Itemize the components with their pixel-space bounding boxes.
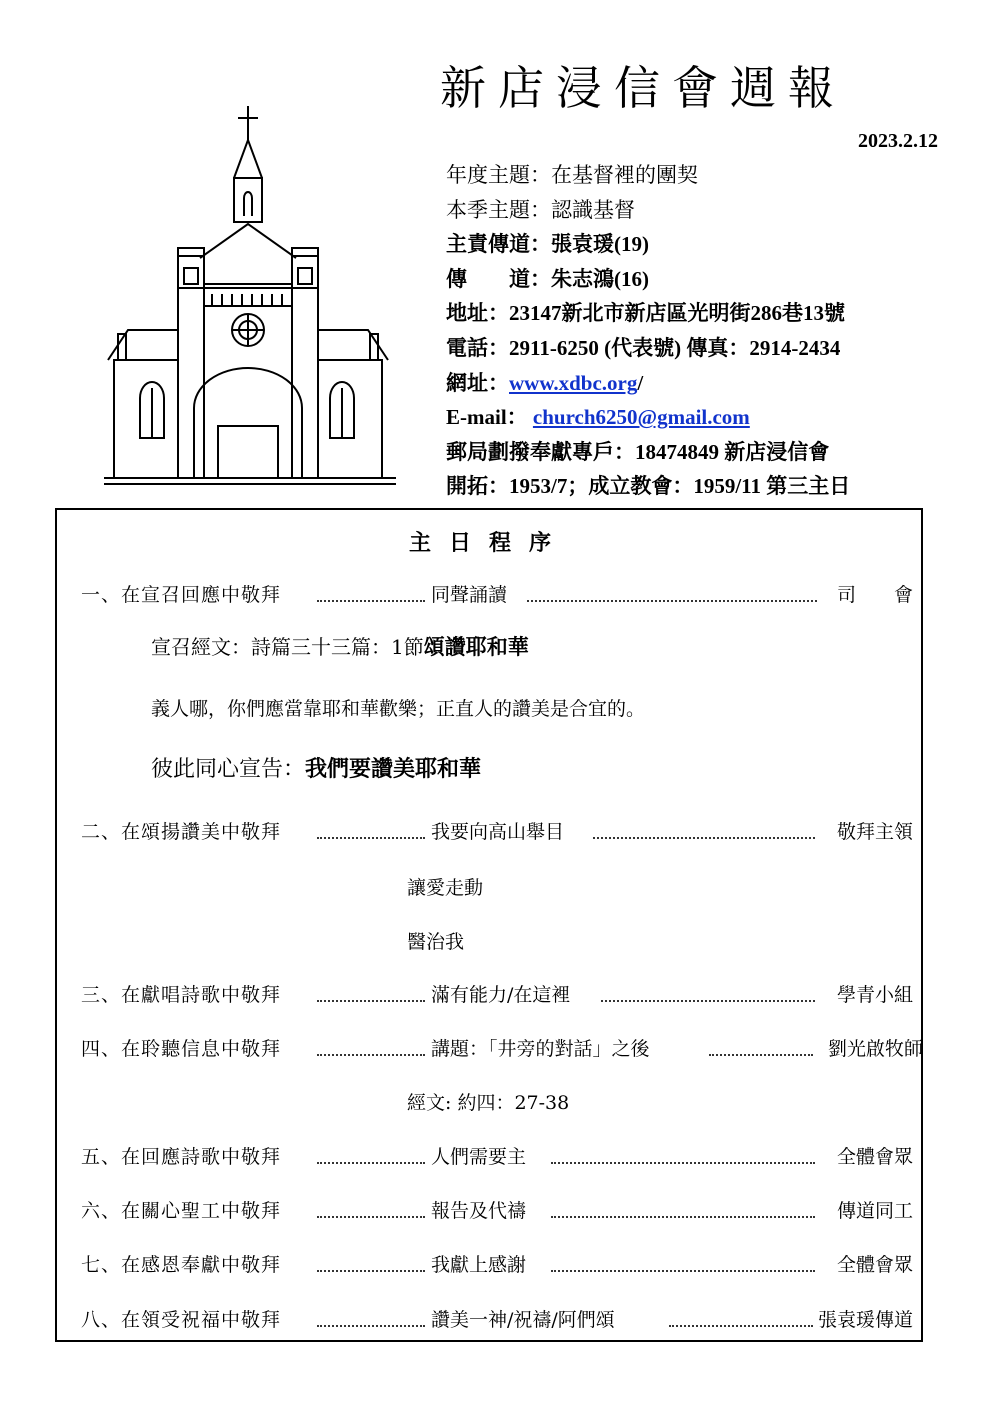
website-link[interactable]: www.xdbc.org	[509, 370, 638, 395]
program-step: 一、在宣召回應中敬拜	[81, 584, 282, 606]
program-row: 四、在聆聽信息中敬拜 講題：「井旁的對話」之後 劉光啟牧師	[81, 1038, 923, 1060]
call-scripture-title: 頌讚耶和華	[423, 634, 529, 659]
call-scripture	[81, 632, 913, 662]
program-row	[81, 580, 913, 610]
preacher: 傳 道：朱志鴻(16)	[446, 266, 649, 291]
bulletin-date: 2023.2.12	[858, 130, 938, 152]
website-line	[446, 366, 966, 401]
email-line	[446, 400, 966, 435]
program-row: 三、在獻唱詩歌中敬拜 滿有能力/在這裡 學青小組	[81, 984, 913, 1006]
leader-dots	[317, 598, 425, 602]
declaration-label: 彼此同心宣告：	[151, 757, 306, 782]
phone-fax: 電話：2911-6250 (代表號) 傳真：2914-2434	[446, 335, 841, 360]
sermon-scripture: 經文: 約四：27-38	[407, 1092, 570, 1114]
postal-account: 郵局劃撥奉獻專戶：18474849 新店浸信會	[446, 439, 830, 464]
call-scripture-ref: 宣召經文：詩篇三十三篇：1節	[151, 635, 424, 659]
bulletin-title: 新店浸信會週報	[440, 61, 846, 115]
founded-info: 開拓：1953/7；成立教會：1959/11 第三主日	[446, 474, 851, 499]
church-info	[446, 158, 966, 504]
theme-season: 本季主題：認識基督	[446, 197, 635, 222]
email-label: E-mail：	[446, 405, 528, 430]
song-item: 醫治我	[407, 931, 465, 953]
pastor-lead: 主責傳道：張袁瑗(19)	[446, 232, 649, 257]
program-row: 五、在回應詩歌中敬拜 人們需要主 全體會眾	[81, 1146, 913, 1168]
program-leader: 司 會	[836, 584, 913, 606]
order-of-service-box	[55, 508, 923, 1342]
program-row: 八、在領受祝福中敬拜 讚美一神/祝禱/阿們頌 張袁瑗傳道	[81, 1309, 913, 1331]
theme-year: 年度主題：在基督裡的團契	[446, 163, 698, 187]
email-link[interactable]: church6250@gmail.com	[532, 405, 750, 430]
address: 地址：23147新北市新店區光明街286巷13號	[446, 301, 845, 326]
call-verse: 義人哪，你們應當靠耶和華歡樂；正直人的讚美是合宜的。	[151, 698, 646, 720]
order-of-service-title: 主日程序	[408, 530, 569, 556]
website-label: 網址：	[446, 370, 509, 395]
declaration	[81, 754, 913, 784]
declaration-text: 我們要讚美耶和華	[305, 756, 482, 782]
program-row: 二、在頌揚讚美中敬拜 我要向高山舉目 敬拜主領	[81, 821, 913, 843]
website-suffix: /	[637, 370, 644, 395]
program-item: 同聲誦讀	[431, 584, 508, 606]
leader-dots	[527, 598, 817, 602]
song-item: 讓愛走動	[407, 877, 484, 899]
program-row: 七、在感恩奉獻中敬拜 我獻上感謝 全體會眾	[81, 1254, 913, 1276]
church-illustration	[100, 98, 400, 488]
program-row: 六、在關心聖工中敬拜 報告及代禱 傳道同工	[81, 1200, 913, 1222]
